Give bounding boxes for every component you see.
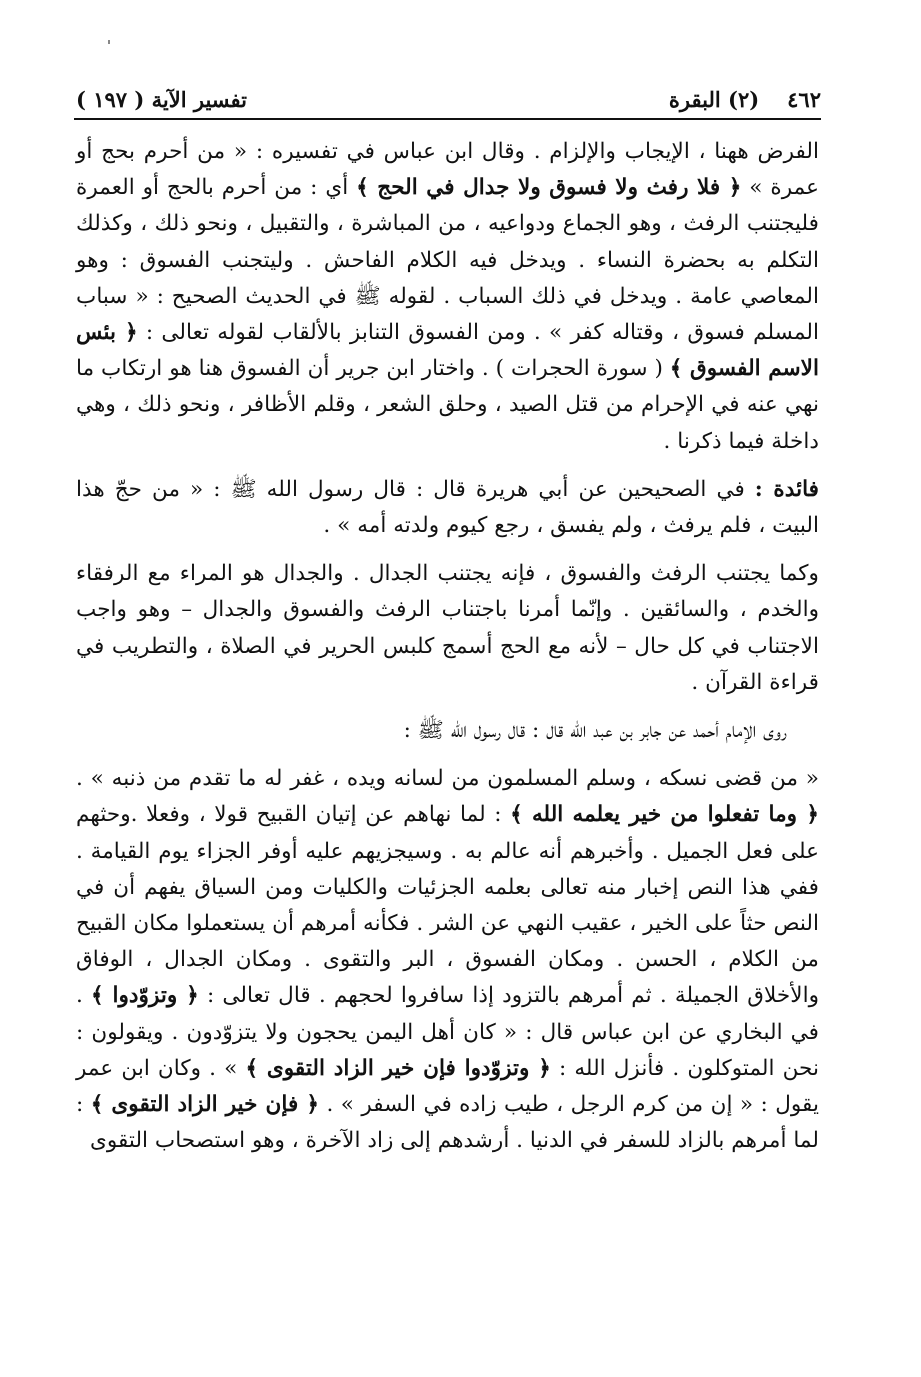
emphasized-text: ﴿ وتزوّدوا فإن خير الزاد التقوى ﴾: [245, 1055, 551, 1081]
text-run: وكما يجتنب الرفث والفسوق ، فإنه يجتنب الجدال . والجدال هو المراء مع الرفقاء والخدم ، والسائقين . وإنّما أمرنا باجتناب الرفث والفسوق والجدال – وهو واجب الاجتناب في كل حال – لأنه مع الحج أسمج كلبس الحرير في الصلاة ، والتطريب في قراءة القرآن .: [76, 561, 819, 695]
text-run: أي : من أحرم بالحج أو العمرة فليجتنب الرفث ، وهو الجماع ودواعيه ، من المباشرة ، والتقبيل ، ونحو ذلك ، وكذلك التكلم به بحضرة النساء . ويدخل فيه الكلام الفاحش . وليتجنب الفسوق : وهو المعاصي عامة . ويدخل في ذلك السباب . لقوله ﷺ في الحديث الصحيح : « سباب المسلم فسوق ، وقتاله كفر » . ومن الفسوق التنابز بالألقاب لقوله تعالى :: [76, 175, 819, 346]
section-title: تفسير الآية ( ١٩٧ ): [76, 87, 248, 112]
page-body: [76, 134, 819, 1159]
surah-name: (٢) البقرة: [668, 87, 760, 112]
running-header: [76, 78, 821, 112]
text-run: » . وكان ابن عمر يقول : « إن من كرم الرجل ، طيب زاده في السفر » .: [76, 1055, 819, 1118]
text-run: الفرض ههنا ، الإيجاب والإلزام . وقال ابن عباس في تفسيره : « من أحرم بحج أو عمرة »: [76, 139, 819, 201]
paragraph: [76, 472, 819, 544]
text-run: روى الإمام أحمد عن جابر بن عبد الله قال : قال رسول الله ﷺ :: [403, 718, 787, 744]
paragraph: [76, 761, 819, 1159]
paragraph: [76, 556, 819, 701]
emphasized-text: ﴿ بئس الاسم الفسوق ﴾: [76, 320, 819, 382]
header-right: [669, 87, 821, 112]
emphasized-text: ﴿ فلا رفث ولا فسوق ولا جدال في الحج ﴾: [356, 175, 742, 201]
paragraph: [76, 134, 819, 460]
margin-mark: [108, 40, 110, 44]
paragraph: [76, 713, 819, 749]
text-run: في الصحيحين عن أبي هريرة قال : قال رسول الله ﷺ : « من حجّ هذا البيت ، فلم يرفث ، ولم يفسق ، رجع كيوم ولدته أمه » .: [76, 476, 819, 539]
header-divider: [74, 118, 821, 120]
emphasized-text: ﴿ وتزوّدوا ﴾: [91, 983, 199, 1009]
page-number: ٤٦٢: [787, 87, 821, 112]
emphasized-text: ﴿ وما تفعلوا من خير يعلمه الله ﴾: [510, 802, 819, 828]
text-run: ( سورة الحجرات ) . واختار ابن جرير أن الفسوق هنا هو ارتكاب ما نهي عنه في الإحرام من قتل الصيد ، وحلق الشعر ، وقلم الأظافر ، ونحو ذلك ، وهي داخلة فيما ذكرنا .: [76, 356, 819, 454]
text-run: : لما أمرهم بالزاد للسفر في الدنيا . أرشدهم إلى زاد الآخرة ، وهو استصحاب التقوى: [76, 1092, 819, 1154]
text-run: : لما نهاهم عن إتيان القبيح قولا ، وفعلا .وحثهم على فعل الجميل . وأخبرهم أنه عالم به . وسيجزيهم عليه أوفر الجزاء يوم القيامة . ففي هذا النص إخبار منه تعالى بعلمه الجزئيات والكليات ومن السياق يفهم أن في النص حثاً على الخير ، عقيب النهي عن الشر . فكأنه أمرهم أن يستعملوا مكان القبيح من الكلام ، الحسن . ومكان الفسوق ، البر والتقوى . ومكان الجدال ، الوفاق والأخلاق الجميلة . ثم أمرهم بالتزود إذا سافروا لحجهم . قال تعالى :: [76, 802, 819, 1009]
text-run: « من قضى نسكه ، وسلم المسلمون من لسانه ويده ، غفر له ما تقدم من ذنبه » .: [76, 766, 819, 792]
emphasized-text: ﴿ فإن خير الزاد التقوى ﴾: [90, 1092, 320, 1118]
emphasized-text: فائدة :: [754, 476, 819, 502]
text-run: . في البخاري عن ابن عباس قال : « كان أهل اليمن يحجون ولا يتزوّدون . ويقولون : نحن المتوكلون . فأنزل الله :: [76, 983, 819, 1081]
